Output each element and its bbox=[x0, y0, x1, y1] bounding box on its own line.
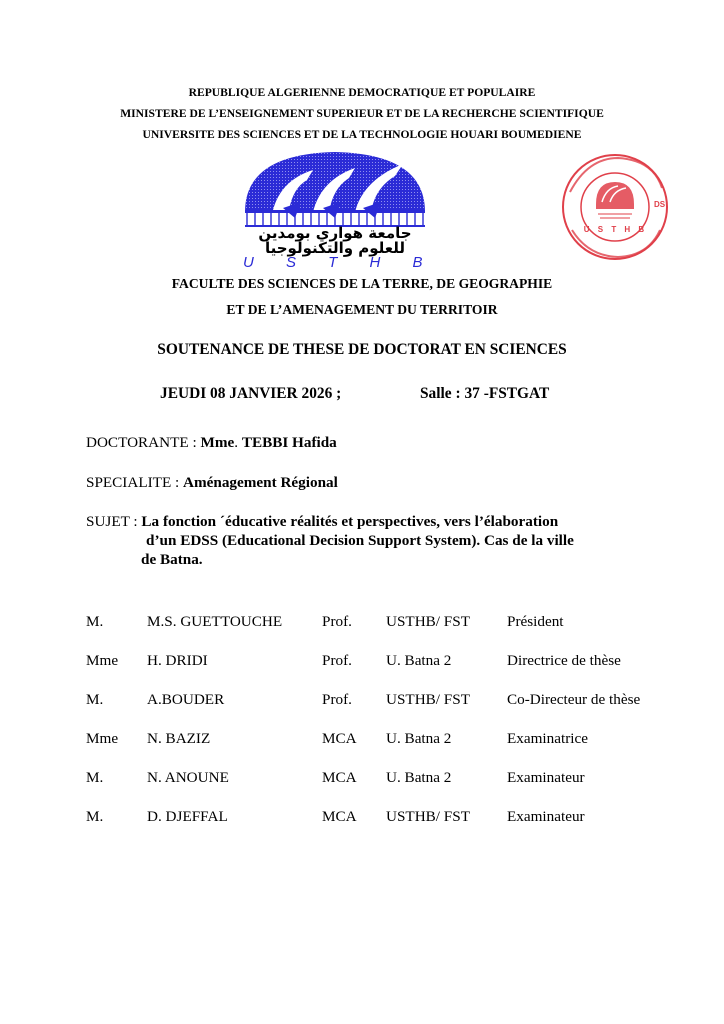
doctorante-dot: . bbox=[234, 434, 242, 451]
logo-acronym: U S T H B bbox=[243, 254, 437, 271]
header-university: UNIVERSITE DES SCIENCES ET DE LA TECHNOLOGIE HOUARI BOUMEDIENE bbox=[142, 128, 582, 141]
jury-role: Co-Directeur de thèse bbox=[507, 691, 641, 708]
usthb-logo bbox=[243, 150, 437, 271]
jury-institution: U. Batna 2 bbox=[386, 769, 452, 786]
page-title: SOUTENANCE DE THESE DE DOCTORAT EN SCIENCES bbox=[157, 341, 567, 358]
jury-institution: USTHB/ FST bbox=[386, 808, 470, 825]
jury-civility: Mme bbox=[86, 730, 119, 747]
logo-arabic-name: جامعة هواري بومدين bbox=[258, 224, 412, 242]
faculty-stamp bbox=[558, 152, 673, 262]
stamp-acronym: U S T H B bbox=[583, 225, 648, 234]
jury-civility: M. bbox=[86, 613, 104, 630]
jury-name: N. BAZIZ bbox=[147, 730, 211, 747]
specialite-label: SPECIALITE : bbox=[86, 474, 184, 491]
jury-name: M.S. GUETTOUCHE bbox=[147, 613, 283, 630]
faculty-line1: FACULTE DES SCIENCES DE LA TERRE, DE GEOGRAPHIE bbox=[171, 276, 553, 291]
sujet-line2: d’un EDSS (Educational Decision Support System). Cas de la ville bbox=[146, 532, 574, 549]
doctorante-prefix: Mme bbox=[200, 434, 235, 451]
specialite-field bbox=[86, 474, 338, 492]
sujet-label: SUJET : bbox=[86, 513, 142, 530]
jury-role: Examinateur bbox=[507, 808, 585, 825]
header-republic: REPUBLIQUE ALGERIENNE DEMOCRATIQUE ET POPULAIRE bbox=[188, 86, 536, 99]
stamp-side-text: DS bbox=[654, 200, 666, 209]
jury-civility: Mme bbox=[86, 652, 119, 669]
faculty-line2: ET DE L’AMENAGEMENT DU TERRITOIR bbox=[226, 302, 498, 317]
jury-civility: M. bbox=[86, 691, 104, 708]
jury-name: H. DRIDI bbox=[147, 652, 208, 669]
sujet-field bbox=[86, 513, 558, 531]
jury-grade: Prof. bbox=[322, 613, 352, 630]
sujet-line1: La fonction ´éducative réalités et perspectives, vers l’élaboration bbox=[141, 513, 559, 530]
jury-name: D. DJEFFAL bbox=[147, 808, 228, 825]
jury-role: Examinatrice bbox=[507, 730, 588, 747]
jury-grade: Prof. bbox=[322, 652, 352, 669]
jury-grade: MCA bbox=[322, 730, 357, 747]
jury-role: Directrice de thèse bbox=[507, 652, 621, 669]
doctorante-label: DOCTORANTE : bbox=[86, 434, 201, 451]
jury-grade: MCA bbox=[322, 769, 357, 786]
jury-civility: M. bbox=[86, 769, 104, 786]
jury-institution: U. Batna 2 bbox=[386, 730, 452, 747]
sujet-line3: de Batna. bbox=[141, 551, 203, 568]
logo-arabic-subtitle: للعلوم والتكنولوجيا bbox=[264, 239, 406, 257]
jury-institution: U. Batna 2 bbox=[386, 652, 452, 669]
jury-name: N. ANOUNE bbox=[147, 769, 229, 786]
specialite-value: Aménagement Régional bbox=[183, 474, 338, 491]
jury-civility: M. bbox=[86, 808, 104, 825]
jury-grade: Prof. bbox=[322, 691, 352, 708]
doctorante-field bbox=[86, 434, 337, 452]
jury-grade: MCA bbox=[322, 808, 357, 825]
jury-role: Président bbox=[507, 613, 564, 630]
defense-room: Salle : 37 -FSTGAT bbox=[420, 385, 550, 402]
header-ministry: MINISTERE DE L’ENSEIGNEMENT SUPERIEUR ET DE LA RECHERCHE SCIENTIFIQUE bbox=[120, 107, 604, 120]
jury-institution: USTHB/ FST bbox=[386, 691, 470, 708]
doctorante-name: TEBBI Hafida bbox=[241, 434, 337, 451]
jury-role: Examinateur bbox=[507, 769, 585, 786]
defense-date: JEUDI 08 JANVIER 2026 ; bbox=[160, 385, 342, 402]
jury-name: A.BOUDER bbox=[147, 691, 225, 708]
jury-institution: USTHB/ FST bbox=[386, 613, 470, 630]
